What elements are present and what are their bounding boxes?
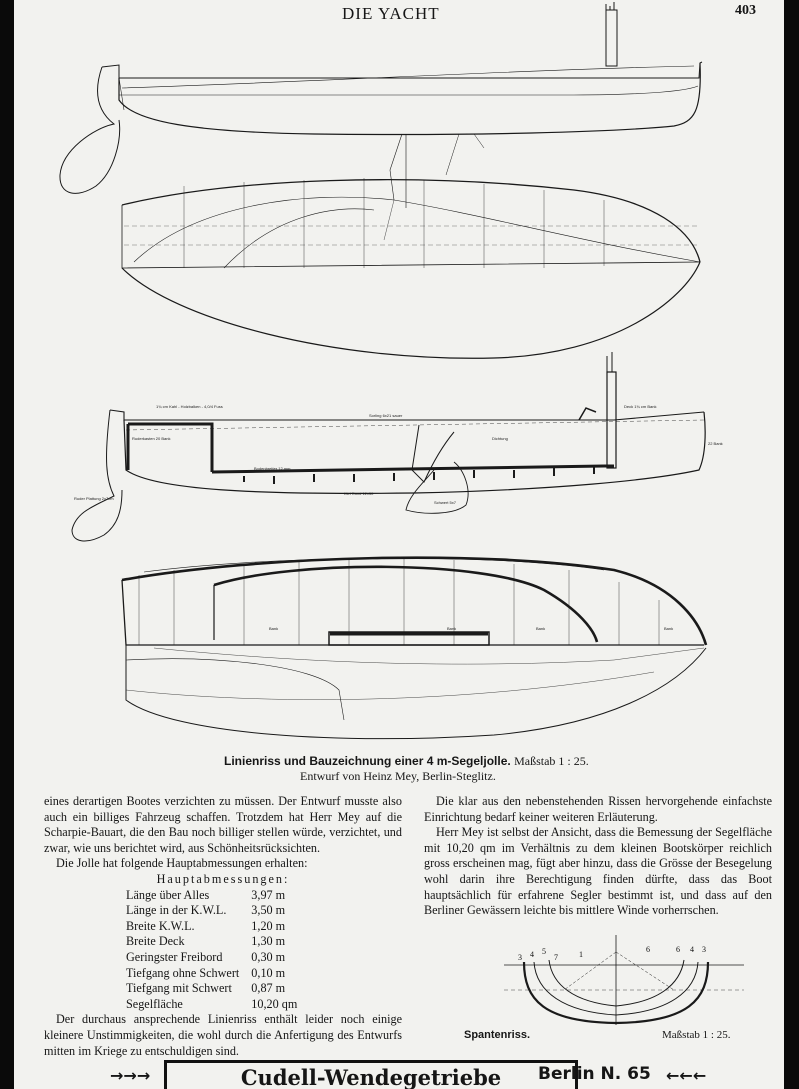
dimension-row: [126, 997, 297, 1013]
ad-address: Berlin N. 65: [538, 1064, 651, 1084]
dimension-value: 0,10 m: [251, 965, 286, 980]
plan-label-1: Bank: [269, 626, 279, 631]
ad-arrow-left-icon: →→→: [110, 1066, 151, 1085]
dimension-row: [126, 888, 297, 904]
station-number: 1: [579, 950, 583, 959]
plan-label-3: Bank: [536, 626, 546, 631]
page: [14, 0, 784, 1089]
dimension-label: Breite Deck: [126, 934, 185, 949]
figure-caption: [224, 754, 589, 769]
caption-scale: Maßstab 1 : 25.: [514, 754, 589, 768]
waterline-plan: [126, 645, 706, 739]
dimension-row: [126, 966, 297, 982]
body-plan-label: Spantenriss.: [464, 1029, 531, 1041]
dimension-value: 0,30 m: [251, 949, 286, 964]
label-centerboard: Schwert 5x7: [434, 500, 457, 505]
dimension-row: [126, 934, 297, 950]
station-labels: [518, 945, 706, 962]
dimension-label: Geringster Freibord: [126, 949, 223, 964]
dimension-value: 0,87 m: [251, 981, 286, 996]
body-plan-scale: Maßstab 1 : 25.: [662, 1029, 731, 1041]
label-deck-mid: Sorling 6x21 sauer: [369, 413, 403, 418]
station-number: 7: [554, 953, 558, 962]
label-floor: Bodenbretter 12 mm: [254, 466, 291, 471]
dimensions-table: [126, 888, 297, 1013]
station-number: 3: [518, 953, 522, 962]
advertisement-box: [164, 1060, 578, 1089]
page-number: 403: [735, 3, 756, 18]
left-column: [44, 794, 402, 1059]
dimension-value: 10,20 qm: [251, 996, 298, 1011]
label-bow: 22 Bank: [708, 441, 723, 446]
station-number: 4: [530, 950, 534, 959]
label-stern: Dichtung: [492, 436, 508, 441]
hull-drawings: [14, 0, 784, 750]
caption-title: Linienriss und Bauzeichnung einer 4 m-Segeljolle.: [224, 754, 511, 768]
dimension-row: [126, 919, 297, 935]
ad-brand: Cudell-Wendegetriebe: [240, 1065, 502, 1089]
construction-profile: [72, 352, 723, 541]
dimension-value: 1,20 m: [251, 918, 286, 933]
station-number: 3: [702, 945, 706, 954]
station-number: 6: [676, 945, 680, 954]
label-deck-left: 1¾ cm Kahl - Holzbalken - 4,0/4 Fuss: [156, 404, 223, 409]
dimension-label: Tiefgang ohne Schwert: [126, 965, 240, 980]
label-deck-right: Deck 1¾ cm Bank: [624, 404, 657, 409]
dimensions-heading: Hauptabmessungen:: [156, 871, 290, 886]
station-number: 5: [542, 947, 546, 956]
plan-label-2: Bank: [447, 626, 457, 631]
dimension-label: Länge in der K.W.L.: [126, 903, 227, 918]
dimension-row: [126, 981, 297, 997]
plan-label-4: Bank: [664, 626, 674, 631]
right-column: [424, 794, 772, 919]
right-paragraph-2: Herr Mey ist selbst der Ansicht, dass die Bemessung der Segelfläche mit 10,20 qm im Verhältnis zu dem kleinen Bootskörper reichlich gross erscheinen mag, fügt aber hinzu, dass die Grösse der Besegelung wohl darin ihre Berechtigung finden dürfte, dass das Boot hauptsächlich für erfahrene Segler bestimmt ist, und dass auf den Berliner Gewässern leichte bis mittlere Winde vorherrschen.: [424, 825, 772, 918]
right-paragraph-1: Die klar aus den nebenstehenden Rissen hervorgehende einfachste Einrichtung bedarf keiner weiteren Erläuterung.: [424, 794, 772, 824]
dimension-label: Breite K.W.L.: [126, 918, 195, 933]
station-number: 4: [690, 945, 694, 954]
dimension-value: 3,97 m: [251, 887, 286, 902]
station-number: 6: [646, 945, 650, 954]
dimension-value: 3,50 m: [251, 903, 286, 918]
body-plan-drawing: [494, 930, 754, 1030]
label-bulkhead: Ruderkasten 20 Bank: [132, 436, 171, 441]
dimension-label: Segelfläche: [126, 996, 183, 1011]
label-rudder: Ruder Plattung 2x7cm: [74, 496, 114, 501]
dimension-label: Tiefgang mit Schwert: [126, 981, 232, 996]
ad-arrow-right-icon: ←←←: [666, 1066, 707, 1085]
left-paragraph-3: Der durchaus ansprechende Linienriss enthält leider noch einige kleinere Unstimmigkeiten, die wohl durch die Anfertigung des Entwurfs mitten im Kriege zu entschuldigen sind.: [44, 1012, 402, 1058]
left-paragraph-2: Die Jolle hat folgende Hauptabmessungen erhalten:: [56, 856, 308, 871]
left-paragraph-1: eines derartigen Bootes verzichten zu müssen. Der Entwurf musste also auch ein billiges Fahrzeug schaffen. Trotzdem hat Herr Mey auf die Scharpie-Bauart, die den Bau noch billiger stellen würde, verzichtet, und zwar, wie uns berichtet wird, aus Schönheitsrücksichten.: [44, 794, 402, 855]
label-keel: Kiel Rund 12x30: [344, 491, 374, 496]
figure-designer: Entwurf von Heinz Mey, Berlin-Steglitz.: [300, 769, 496, 783]
journal-title: DIE YACHT: [342, 4, 440, 23]
dimension-value: 1,30 m: [251, 934, 286, 949]
construction-plan: [122, 558, 706, 645]
dimension-row: [126, 903, 297, 919]
dimension-row: [126, 950, 297, 966]
profile-view: [60, 2, 702, 208]
dimension-label: Länge über Alles: [126, 887, 210, 902]
half-breadth-view: [122, 178, 700, 358]
